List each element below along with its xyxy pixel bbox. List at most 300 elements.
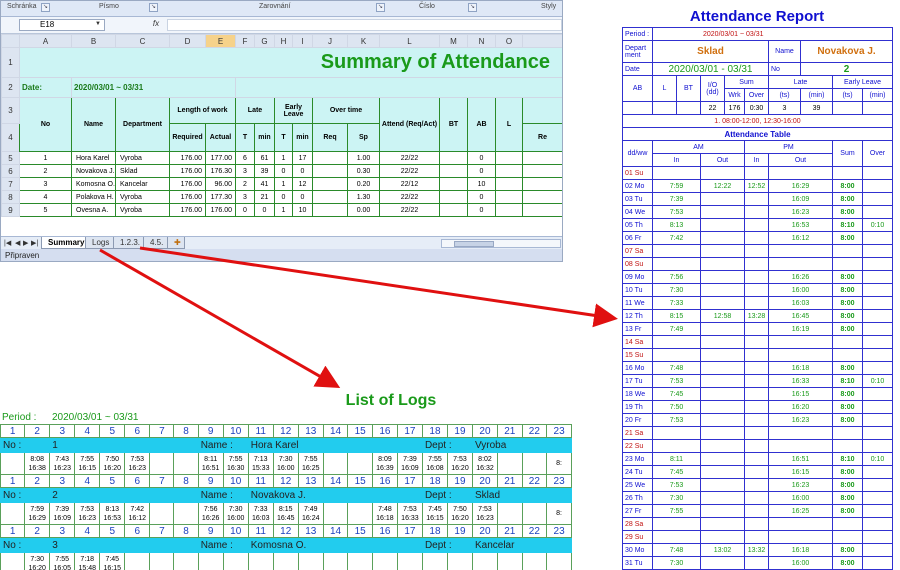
log-times-row (1, 453, 572, 475)
cell-req[interactable]: 176.00 (170, 204, 206, 217)
log-times: 7:53 16:20 (447, 453, 472, 475)
tab-logs[interactable]: Logs (85, 237, 116, 249)
am-in: 7:53 (653, 414, 701, 427)
day-over (863, 206, 893, 219)
employee-dept: Kancelar (472, 538, 571, 553)
pm-out: 16:25 (769, 505, 833, 518)
column-header-c[interactable]: C (116, 35, 170, 48)
header-ot-req[interactable]: Req (313, 124, 348, 152)
log-times: 8:13 16:53 (100, 503, 125, 525)
employee-dept: Vyroba (472, 438, 571, 453)
day-label: 27 Fr (623, 505, 653, 518)
day-sum: 8:00 (833, 232, 863, 245)
day-number: 12 (273, 425, 298, 438)
insert-function-icon[interactable]: fx (152, 19, 160, 28)
cell-attend[interactable]: 22/22 (380, 152, 440, 165)
pm-out (769, 518, 833, 531)
attendance-day-row (623, 440, 893, 453)
day-sum: 8:00 (833, 466, 863, 479)
cell-lmin[interactable]: 21 (255, 191, 275, 204)
day-number: 17 (397, 425, 422, 438)
day-sum (833, 167, 863, 180)
day-over (863, 336, 893, 349)
cell-blank[interactable] (523, 152, 563, 165)
department-value: Sklad (653, 41, 769, 63)
cell-no[interactable]: 4 (20, 191, 72, 204)
log-times (547, 553, 572, 570)
day-label: 16 Mo (623, 362, 653, 375)
pm-out: 16:15 (769, 466, 833, 479)
h-pm-in: In (745, 154, 769, 167)
cell-req[interactable]: 176.00 (170, 178, 206, 191)
cell-otsp[interactable]: 1.00 (348, 152, 380, 165)
am-in: 7:48 (653, 544, 701, 557)
day-number-row (1, 475, 572, 488)
cell-lt[interactable]: 3 (236, 165, 255, 178)
day-over (863, 180, 893, 193)
day-label: 05 Th (623, 219, 653, 232)
cell-emin[interactable]: 12 (293, 178, 313, 191)
header-actual[interactable]: Actual (206, 124, 236, 152)
log-times: 8:08 16:38 (25, 453, 50, 475)
cell-otsp[interactable]: 1.30 (348, 191, 380, 204)
column-header-f[interactable]: F (236, 35, 255, 48)
cell-lmin[interactable]: 41 (255, 178, 275, 191)
cell-l[interactable] (496, 191, 523, 204)
cell-otreq[interactable] (313, 191, 348, 204)
log-times: 7:53 16:33 (397, 503, 422, 525)
row-header[interactable]: 9 (2, 204, 20, 217)
am-in (653, 336, 701, 349)
log-times (1, 503, 25, 525)
log-times (422, 553, 447, 570)
header-length-of-work[interactable]: Length of work (170, 98, 236, 124)
column-header-o[interactable]: O (496, 35, 523, 48)
am-out (701, 362, 745, 375)
cell-lt[interactable]: 2 (236, 178, 255, 191)
cell-et[interactable]: 1 (275, 204, 293, 217)
am-out (701, 336, 745, 349)
day-number: 22 (522, 525, 547, 538)
cell-bt[interactable] (440, 191, 468, 204)
clipboard-launcher-icon[interactable]: ↘ (42, 4, 49, 10)
val-over: 0:30 (745, 102, 769, 115)
col-early-leave: Early Leave (833, 76, 893, 89)
log-times: 7:50 16:20 (100, 453, 125, 475)
date-label: Date (623, 63, 653, 76)
row-header-3[interactable]: 3 (2, 98, 20, 124)
column-header-d[interactable]: D (170, 35, 206, 48)
cell-bt[interactable] (440, 152, 468, 165)
day-over (863, 193, 893, 206)
row-header-1[interactable]: 1 (2, 48, 20, 78)
cell-dept[interactable]: Kancelar (116, 178, 170, 191)
am-in: 7:33 (653, 297, 701, 310)
column-header-a[interactable]: A (20, 35, 72, 48)
day-over (863, 245, 893, 258)
tab-summary[interactable]: Summary (41, 237, 91, 249)
am-out (701, 349, 745, 362)
cell-ab[interactable]: 0 (468, 165, 496, 178)
cell-lmin[interactable]: 39 (255, 165, 275, 178)
log-times (1, 553, 25, 570)
cell-no[interactable]: 3 (20, 178, 72, 191)
cell-no[interactable]: 5 (20, 204, 72, 217)
log-times: 8: (547, 503, 572, 525)
cell-otsp[interactable]: 0.30 (348, 165, 380, 178)
next-sheet-icon[interactable]: ▶ (23, 240, 29, 247)
cell-blank[interactable] (523, 191, 563, 204)
cell-req[interactable]: 176.00 (170, 191, 206, 204)
column-header-n[interactable]: N (468, 35, 496, 48)
cell-ab[interactable]: 0 (468, 152, 496, 165)
day-over (863, 505, 893, 518)
day-number: 23 (547, 475, 572, 488)
column-header-k[interactable]: K (348, 35, 380, 48)
log-times (498, 503, 523, 525)
column-header-l[interactable]: L (380, 35, 440, 48)
am-out (701, 284, 745, 297)
val-io: 22 (701, 102, 725, 115)
day-sum: 8:00 (833, 544, 863, 557)
cell-ab[interactable]: 10 (468, 178, 496, 191)
cell-dept[interactable]: Sklad (116, 165, 170, 178)
log-times (397, 553, 422, 570)
header-required[interactable]: Required (170, 124, 206, 152)
cell-lt[interactable]: 3 (236, 191, 255, 204)
header-name[interactable]: Name (72, 98, 116, 152)
cell-otsp[interactable]: 0.20 (348, 178, 380, 191)
attendance-day-row (623, 167, 893, 180)
log-times: 8: (547, 453, 572, 475)
cell-act[interactable]: 177.30 (206, 191, 236, 204)
cell-no[interactable]: 1 (20, 152, 72, 165)
log-times: 8:09 16:39 (372, 453, 397, 475)
attendance-day-row (623, 375, 893, 388)
log-times: 7:33 16:03 (248, 503, 273, 525)
attendance-day-row (623, 479, 893, 492)
cell-et[interactable]: 1 (275, 178, 293, 191)
report-table (622, 27, 893, 570)
cell-lmin[interactable]: 0 (255, 204, 275, 217)
tab-45[interactable]: 4.5. (143, 237, 170, 249)
header-bt[interactable]: BT (440, 98, 468, 152)
header-late-min[interactable]: min (255, 124, 275, 152)
pm-in (745, 206, 769, 219)
pm-out (769, 258, 833, 271)
cell-l[interactable] (496, 165, 523, 178)
header-l[interactable]: L (496, 98, 523, 152)
new-sheet-icon[interactable]: ✚ (167, 237, 185, 249)
log-times (522, 553, 547, 570)
tab-123[interactable]: 1.2.3. (113, 237, 147, 249)
name-box-dropdown-icon[interactable]: ▼ (95, 21, 101, 27)
column-header-e[interactable]: E (206, 35, 236, 48)
cell-act[interactable]: 177.00 (206, 152, 236, 165)
day-number: 17 (397, 475, 422, 488)
day-number: 13 (298, 475, 323, 488)
pm-in (745, 258, 769, 271)
am-out (701, 557, 745, 570)
cell-otreq[interactable] (313, 178, 348, 191)
row-header-4[interactable]: 4 (2, 124, 20, 152)
attendance-day-row (623, 362, 893, 375)
cell-lt[interactable]: 0 (236, 204, 255, 217)
pm-out: 16:18 (769, 544, 833, 557)
header-early-t[interactable]: T (275, 124, 293, 152)
cell-attend[interactable]: 22/22 (380, 165, 440, 178)
pm-in (745, 453, 769, 466)
attendance-day-row (623, 531, 893, 544)
cell-lmin[interactable]: 61 (255, 152, 275, 165)
cell-act[interactable]: 176.00 (206, 204, 236, 217)
pm-out: 16:00 (769, 284, 833, 297)
cell-emin[interactable]: 0 (293, 191, 313, 204)
day-over (863, 518, 893, 531)
cell-et[interactable]: 0 (275, 191, 293, 204)
header-ab[interactable]: AB (468, 98, 496, 152)
excel-window (0, 0, 563, 262)
cell-name[interactable]: Komosna O. (72, 178, 116, 191)
day-over (863, 362, 893, 375)
pm-out: 16:20 (769, 401, 833, 414)
day-number: 16 (372, 525, 397, 538)
am-out (701, 492, 745, 505)
attendance-day-row (623, 336, 893, 349)
attendance-day-row (623, 544, 893, 557)
day-sum: 8:00 (833, 284, 863, 297)
row-header[interactable]: 7 (2, 178, 20, 191)
day-number: 15 (348, 525, 373, 538)
attendance-day-row (623, 297, 893, 310)
pm-in (745, 297, 769, 310)
day-number: 7 (150, 425, 174, 438)
arrow-to-logs (100, 250, 335, 385)
column-header-g[interactable]: G (255, 35, 275, 48)
day-number: 20 (472, 475, 497, 488)
cell-et[interactable]: 1 (275, 152, 293, 165)
day-sum: 8:10 (833, 219, 863, 232)
cell-l[interactable] (496, 204, 523, 217)
day-number: 21 (498, 425, 523, 438)
cell-attend[interactable]: 22/22 (380, 191, 440, 204)
horizontal-scrollbar[interactable] (441, 239, 561, 248)
log-times (248, 553, 273, 570)
cell-et[interactable]: 0 (275, 165, 293, 178)
summary-title[interactable]: Summary of Attendance (20, 48, 563, 78)
cell-dept[interactable]: Vyroba (116, 152, 170, 165)
am-in (653, 167, 701, 180)
cell-no[interactable]: 2 (20, 165, 72, 178)
employee-no: 2 (50, 488, 198, 503)
am-out (701, 375, 745, 388)
cell-bt[interactable] (440, 165, 468, 178)
day-label: 28 Sa (623, 518, 653, 531)
cell-emin[interactable]: 17 (293, 152, 313, 165)
cell-name[interactable]: Polakova H. (72, 191, 116, 204)
column-header-j[interactable]: J (313, 35, 348, 48)
number-launcher-icon[interactable]: ↘ (469, 4, 476, 10)
cell-otsp[interactable]: 0.00 (348, 204, 380, 217)
cell-act[interactable]: 96.00 (206, 178, 236, 191)
cell-emin[interactable]: 10 (293, 204, 313, 217)
date-range-cell[interactable]: 2020/03/01 ~ 03/31 (72, 78, 236, 98)
cell-dept[interactable]: Vyroba (116, 204, 170, 217)
day-number: 13 (298, 525, 323, 538)
no-label: No : (1, 538, 50, 553)
no-value: 2 (801, 63, 893, 76)
col-early-ts: (ts) (833, 89, 863, 102)
pm-out: 16:12 (769, 232, 833, 245)
row-header[interactable]: 5 (2, 152, 20, 165)
day-label: 24 Tu (623, 466, 653, 479)
cell-attend[interactable]: 22/22 (380, 204, 440, 217)
no-label: No (769, 63, 801, 76)
period-value: 2020/03/01 ~ 03/31 (653, 28, 893, 41)
header-late-t[interactable]: T (236, 124, 255, 152)
pm-in (745, 245, 769, 258)
cell-otreq[interactable] (313, 204, 348, 217)
header-department[interactable]: Department (116, 98, 170, 152)
am-out (701, 401, 745, 414)
cell-otreq[interactable] (313, 165, 348, 178)
first-sheet-icon[interactable]: |◀ (4, 240, 12, 247)
am-out (701, 258, 745, 271)
no-label: No : (1, 438, 50, 453)
employee-name: Hora Karel (248, 438, 422, 453)
cell-ab[interactable]: 0 (468, 204, 496, 217)
scrollbar-thumb[interactable] (454, 241, 494, 247)
cell-ab[interactable]: 0 (468, 191, 496, 204)
cell-otreq[interactable] (313, 152, 348, 165)
attendance-day-row (623, 401, 893, 414)
day-number: 3 (50, 425, 75, 438)
row-header-2[interactable]: 2 (2, 78, 20, 98)
header-early-min[interactable]: min (293, 124, 313, 152)
am-in: 7:30 (653, 557, 701, 570)
cell-blank[interactable] (523, 165, 563, 178)
pm-in (745, 440, 769, 453)
day-sum: 8:00 (833, 323, 863, 336)
column-header-i[interactable]: I (293, 35, 313, 48)
select-all-corner[interactable] (2, 35, 20, 48)
name-label: Name : (198, 438, 248, 453)
formula-input[interactable] (167, 19, 562, 31)
table-row (2, 191, 564, 204)
day-sum: 8:00 (833, 401, 863, 414)
log-times (323, 553, 348, 570)
day-number: 1 (1, 425, 25, 438)
ribbon-group-alignment: Zarovnání (259, 3, 291, 10)
day-number: 19 (447, 525, 472, 538)
day-over: 0:10 (863, 453, 893, 466)
last-sheet-icon[interactable]: ▶| (31, 240, 39, 247)
log-times (150, 553, 174, 570)
name-box[interactable]: E18 (19, 19, 105, 31)
cell-req[interactable]: 176.00 (170, 152, 206, 165)
day-number: 9 (198, 425, 223, 438)
header-no[interactable]: No (20, 98, 72, 152)
cell-name[interactable]: Ovesna A. (72, 204, 116, 217)
attendance-day-row (623, 414, 893, 427)
font-launcher-icon[interactable]: ↘ (150, 4, 157, 10)
cell-act[interactable]: 176.30 (206, 165, 236, 178)
column-header-m[interactable]: M (440, 35, 468, 48)
cell-name[interactable]: Novakova J. (72, 165, 116, 178)
header-late[interactable]: Late (236, 98, 275, 124)
day-label: 22 Su (623, 440, 653, 453)
prev-sheet-icon[interactable]: ◀ (15, 240, 21, 247)
row-header[interactable]: 8 (2, 191, 20, 204)
am-in: 7:53 (653, 479, 701, 492)
am-in (653, 245, 701, 258)
day-number: 21 (498, 525, 523, 538)
header-cut-off[interactable]: Re (523, 124, 563, 152)
col-wrk: Wrk (725, 89, 745, 102)
cell-dept[interactable]: Vyroba (116, 191, 170, 204)
day-number: 5 (100, 425, 125, 438)
pm-out (769, 349, 833, 362)
cell-name[interactable]: Hora Karel (72, 152, 116, 165)
day-over (863, 284, 893, 297)
cell-lt[interactable]: 6 (236, 152, 255, 165)
cell-l[interactable] (496, 178, 523, 191)
am-in (653, 440, 701, 453)
cell-attend[interactable]: 22/12 (380, 178, 440, 191)
pm-in (745, 284, 769, 297)
attendance-day-row (623, 245, 893, 258)
day-sum: 8:00 (833, 479, 863, 492)
cell-bt[interactable] (440, 204, 468, 217)
row-header[interactable]: 6 (2, 165, 20, 178)
day-over (863, 544, 893, 557)
day-over (863, 427, 893, 440)
column-header-h[interactable]: H (275, 35, 293, 48)
log-times: 7:18 15:48 (75, 553, 100, 570)
date-label-cell[interactable]: Date: (20, 78, 72, 98)
cell-blank[interactable] (523, 204, 563, 217)
attendance-report (622, 0, 892, 570)
report-title: Attendance Report (689, 8, 825, 25)
alignment-launcher-icon[interactable]: ↘ (377, 4, 384, 10)
cell-blank[interactable] (523, 178, 563, 191)
cell-emin[interactable]: 0 (293, 165, 313, 178)
day-sum (833, 258, 863, 271)
attendance-day-row (623, 453, 893, 466)
header-over-time[interactable]: Over time (313, 98, 380, 124)
cell-bt[interactable] (440, 178, 468, 191)
am-in: 7:30 (653, 284, 701, 297)
day-label: 04 We (623, 206, 653, 219)
cell-req[interactable]: 176.00 (170, 165, 206, 178)
day-over (863, 297, 893, 310)
am-in: 8:11 (653, 453, 701, 466)
list-of-logs (0, 390, 572, 570)
column-header-b[interactable]: B (72, 35, 116, 48)
day-label: 18 We (623, 388, 653, 401)
attendance-day-row (623, 193, 893, 206)
pm-out: 16:00 (769, 492, 833, 505)
header-ot-sp[interactable]: Sp (348, 124, 380, 152)
cell-l[interactable] (496, 152, 523, 165)
day-number: 8 (174, 425, 198, 438)
header-attend[interactable]: Attend (Req/Act) (380, 98, 440, 152)
day-number: 16 (372, 425, 397, 438)
header-early-leave[interactable]: Early Leave (275, 98, 313, 124)
log-times (198, 553, 223, 570)
pm-in (745, 531, 769, 544)
am-in: 7:55 (653, 505, 701, 518)
